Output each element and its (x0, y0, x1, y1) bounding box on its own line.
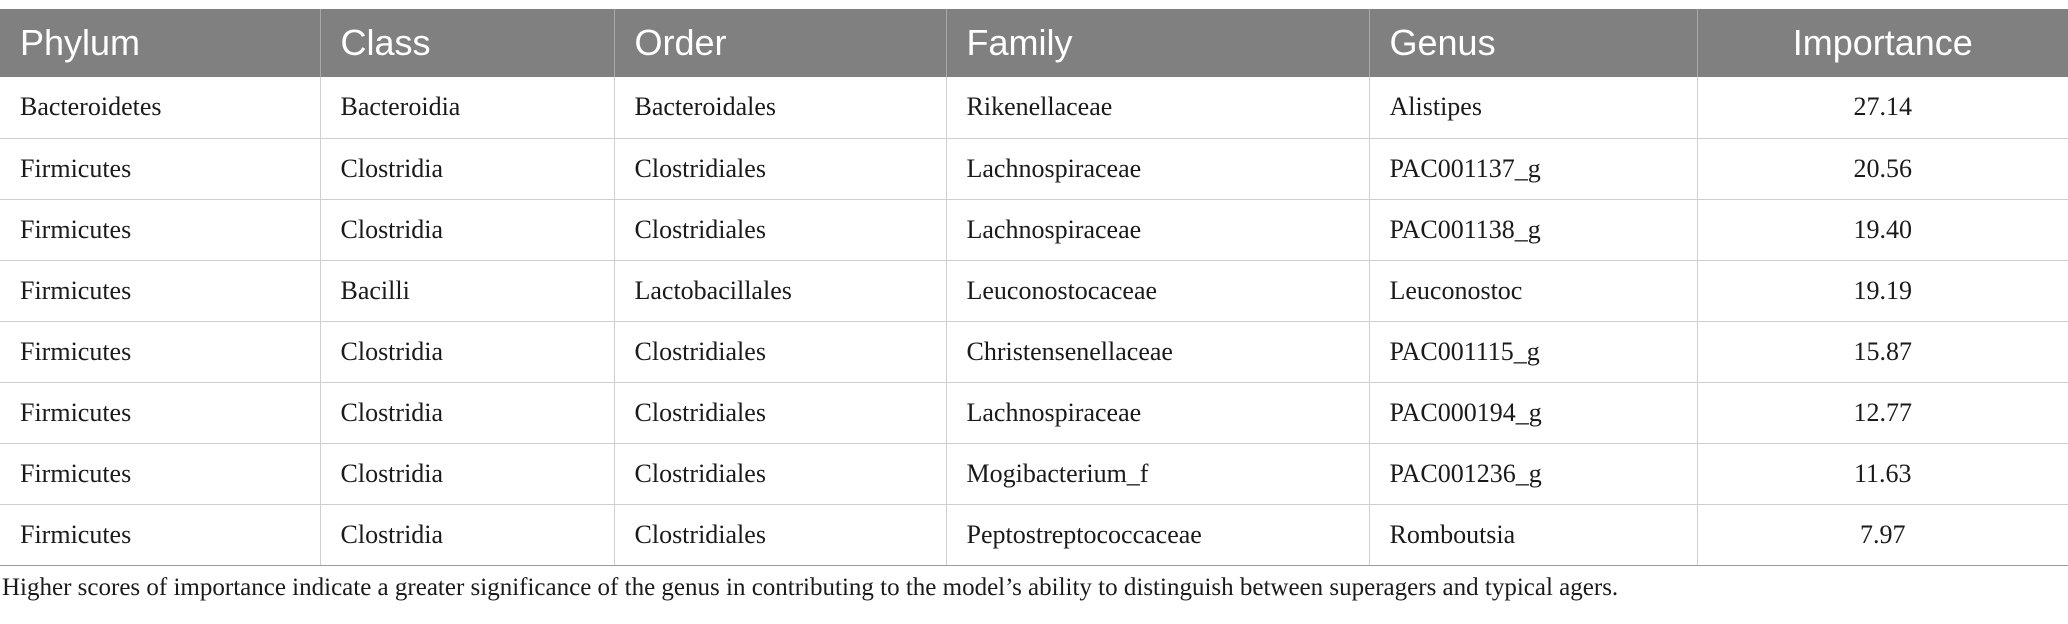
table-row (0, 77, 2068, 138)
cell-order: Clostridiales (614, 382, 946, 443)
header-order: Order (614, 9, 946, 77)
cell-class: Clostridia (320, 199, 614, 260)
cell-importance: 27.14 (1697, 77, 2068, 138)
cell-phylum: Firmicutes (0, 260, 320, 321)
cell-genus: PAC001137_g (1369, 138, 1697, 199)
cell-family: Lachnospiraceae (946, 199, 1369, 260)
cell-importance: 7.97 (1697, 504, 2068, 565)
cell-genus: PAC001236_g (1369, 443, 1697, 504)
table-header (0, 9, 2068, 77)
cell-class: Clostridia (320, 443, 614, 504)
cell-genus: Leuconostoc (1369, 260, 1697, 321)
cell-family: Mogibacterium_f (946, 443, 1369, 504)
cell-importance: 11.63 (1697, 443, 2068, 504)
cell-class: Clostridia (320, 321, 614, 382)
header-importance: Importance (1792, 22, 1973, 63)
cell-genus: Alistipes (1369, 77, 1697, 138)
cell-importance: 20.56 (1697, 138, 2068, 199)
table-body (0, 77, 2068, 565)
cell-genus: PAC000194_g (1369, 382, 1697, 443)
cell-phylum: Firmicutes (0, 504, 320, 565)
cell-phylum: Firmicutes (0, 382, 320, 443)
table-row (0, 260, 2068, 321)
cell-family: Leuconostocaceae (946, 260, 1369, 321)
cell-order: Lactobacillales (614, 260, 946, 321)
cell-order: Clostridiales (614, 321, 946, 382)
table-row (0, 199, 2068, 260)
header-class: Class (320, 9, 614, 77)
cell-family: Lachnospiraceae (946, 382, 1369, 443)
cell-genus: Romboutsia (1369, 504, 1697, 565)
table-row (0, 138, 2068, 199)
table-row (0, 382, 2068, 443)
cell-class: Clostridia (320, 382, 614, 443)
cell-class: Bacteroidia (320, 77, 614, 138)
cell-importance: 12.77 (1697, 382, 2068, 443)
cell-importance: 19.40 (1697, 199, 2068, 260)
table-row (0, 443, 2068, 504)
cell-order: Clostridiales (614, 443, 946, 504)
cell-phylum: Firmicutes (0, 199, 320, 260)
header-phylum: Phylum (0, 9, 320, 77)
cell-phylum: Firmicutes (0, 138, 320, 199)
header-row (0, 9, 2068, 77)
cell-class: Clostridia (320, 504, 614, 565)
cell-importance: 19.19 (1697, 260, 2068, 321)
cell-class: Bacilli (320, 260, 614, 321)
cell-order: Clostridiales (614, 199, 946, 260)
table-footnote: Higher scores of importance indicate a greater significance of the genus in contributing to the model’s ability to distinguish between superagers and typical agers. (2, 573, 1619, 601)
cell-family: Rikenellaceae (946, 77, 1369, 138)
cell-family: Christensenellaceae (946, 321, 1369, 382)
cell-order: Clostridiales (614, 504, 946, 565)
cell-family: Peptostreptococcaceae (946, 504, 1369, 565)
cell-phylum: Bacteroidetes (0, 77, 320, 138)
header-family: Family (946, 9, 1369, 77)
cell-order: Bacteroidales (614, 77, 946, 138)
cell-importance: 15.87 (1697, 321, 2068, 382)
table-row (0, 321, 2068, 382)
cell-class: Clostridia (320, 138, 614, 199)
cell-phylum: Firmicutes (0, 321, 320, 382)
cell-genus: PAC001138_g (1369, 199, 1697, 260)
cell-order: Clostridiales (614, 138, 946, 199)
header-genus: Genus (1369, 9, 1697, 77)
cell-family: Lachnospiraceae (946, 138, 1369, 199)
table-row (0, 504, 2068, 565)
cell-genus: PAC001115_g (1369, 321, 1697, 382)
cell-phylum: Firmicutes (0, 443, 320, 504)
taxonomy-importance-table (0, 9, 2068, 566)
